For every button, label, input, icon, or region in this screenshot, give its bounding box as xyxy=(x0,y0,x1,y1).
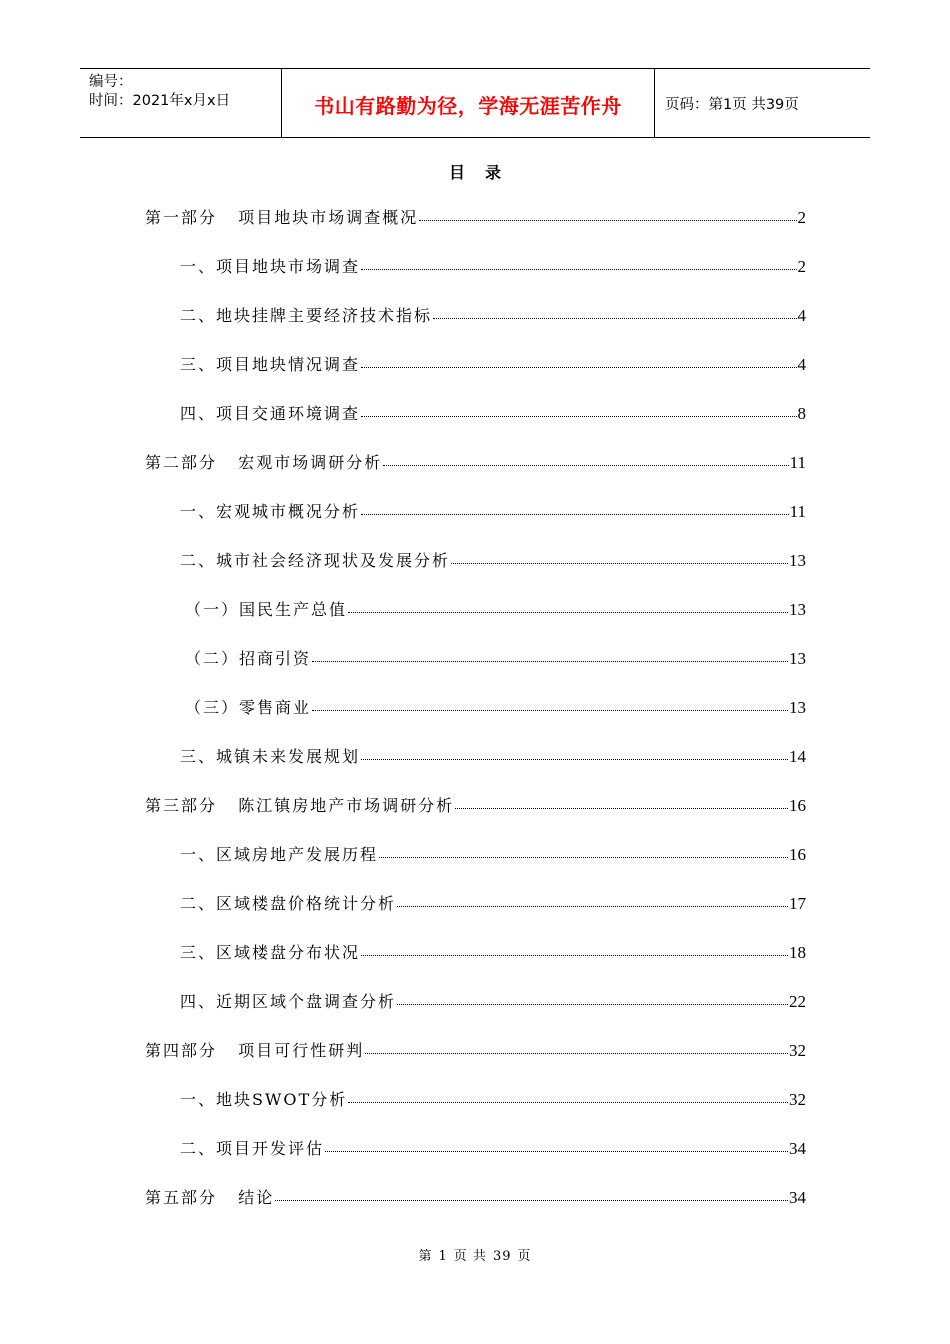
toc-dot-leader xyxy=(361,366,796,368)
toc-dot-leader xyxy=(361,268,796,270)
toc-entry-page: 11 xyxy=(789,502,806,521)
toc-entry-page: 13 xyxy=(789,551,806,570)
toc-entry-page: 13 xyxy=(789,698,806,717)
header-motto: 书山有路勤为径，学海无涯苦作舟 xyxy=(314,94,622,118)
toc-title: 目录 xyxy=(448,163,521,182)
toc-entry-label: 二、项目开发评估 xyxy=(180,1139,325,1158)
toc-entry-page: 16 xyxy=(789,845,806,864)
document-time-label: 时间：2021年x月x日 xyxy=(89,93,231,109)
toc-entry[interactable] xyxy=(145,1185,806,1234)
toc-entry[interactable] xyxy=(145,842,806,891)
footer-current-page: 1 xyxy=(438,1249,448,1264)
toc-entry[interactable] xyxy=(145,744,806,793)
header-meta xyxy=(80,69,282,137)
page-footer xyxy=(0,1245,950,1264)
toc-entry[interactable] xyxy=(145,303,806,352)
footer-total-pages: 39 xyxy=(492,1249,512,1264)
toc-dot-leader xyxy=(397,905,788,907)
toc-dot-leader xyxy=(397,1003,788,1005)
toc-dot-leader xyxy=(433,317,796,319)
toc-entry[interactable] xyxy=(145,254,806,303)
toc-entry-label: （三）零售商业 xyxy=(185,698,312,717)
toc-entry-label: 第一部分 项目地块市场调查概况 xyxy=(145,208,419,227)
toc-entry-label: 三、城镇未来发展规划 xyxy=(180,747,361,766)
toc-dot-leader xyxy=(451,562,788,564)
toc-entry-page: 13 xyxy=(789,600,806,619)
toc-entry-label: 一、宏观城市概况分析 xyxy=(180,502,361,521)
toc-entry[interactable] xyxy=(145,1087,806,1136)
toc-entry-label: 四、项目交通环境调查 xyxy=(180,404,361,423)
toc-entry-page: 4 xyxy=(797,355,806,374)
toc-entry-label: 三、项目地块情况调查 xyxy=(180,355,361,374)
toc-dot-leader xyxy=(361,954,788,956)
toc-dot-leader xyxy=(312,660,788,662)
toc-entry[interactable] xyxy=(145,499,806,548)
toc-entry-page: 14 xyxy=(789,747,806,766)
toc-dot-leader xyxy=(361,758,788,760)
toc-dot-leader xyxy=(419,219,796,221)
toc-entry-page: 34 xyxy=(789,1139,806,1158)
toc-entry[interactable] xyxy=(145,205,806,254)
toc-entry[interactable] xyxy=(145,989,806,1038)
toc-entry-label: （一）国民生产总值 xyxy=(185,600,348,619)
toc-entry-label: 一、地块SWOT分析 xyxy=(180,1090,348,1109)
toc-entry-page: 2 xyxy=(797,208,806,227)
toc-entry[interactable] xyxy=(145,1038,806,1087)
document-number-label: 编号： xyxy=(89,74,133,90)
toc-entry-label: 第四部分 项目可行性研判 xyxy=(145,1041,365,1060)
toc-entry[interactable] xyxy=(145,401,806,450)
toc-entry-page: 17 xyxy=(789,894,806,913)
toc-dot-leader xyxy=(361,513,789,515)
toc-entry-label: 四、近期区域个盘调查分析 xyxy=(180,992,397,1011)
toc-entry[interactable] xyxy=(145,793,806,842)
toc-entry-label: 第三部分 陈江镇房地产市场调研分析 xyxy=(145,796,455,815)
toc-entry-label: （二）招商引资 xyxy=(185,649,312,668)
toc-entry[interactable] xyxy=(145,450,806,499)
toc-dot-leader xyxy=(379,856,788,858)
toc-entry-page: 4 xyxy=(797,306,806,325)
toc-dot-leader xyxy=(365,1052,788,1054)
toc-dot-leader xyxy=(325,1150,788,1152)
footer-suffix: 页 xyxy=(517,1249,532,1264)
toc-entry[interactable] xyxy=(145,891,806,940)
toc-entry-label: 二、城市社会经济现状及发展分析 xyxy=(180,551,451,570)
toc-entry-page: 34 xyxy=(789,1188,806,1207)
header-motto-cell xyxy=(282,69,655,137)
toc-entry-page: 32 xyxy=(789,1041,806,1060)
toc-entry[interactable] xyxy=(145,1136,806,1185)
toc-entry-label: 第五部分 结论 xyxy=(145,1188,275,1207)
footer-middle: 页 共 xyxy=(453,1249,487,1264)
toc-dot-leader xyxy=(348,1101,788,1103)
toc-entry[interactable] xyxy=(145,352,806,401)
toc-entry-label: 一、区域房地产发展历程 xyxy=(180,845,379,864)
table-of-contents xyxy=(145,205,806,1234)
toc-entry[interactable] xyxy=(145,695,806,744)
toc-entry-label: 第二部分 宏观市场调研分析 xyxy=(145,453,383,472)
toc-dot-leader xyxy=(383,464,788,466)
toc-entry-page: 11 xyxy=(789,453,806,472)
toc-entry-page: 18 xyxy=(789,943,806,962)
toc-entry-page: 8 xyxy=(797,404,806,423)
toc-entry-label: 三、区域楼盘分布状况 xyxy=(180,943,361,962)
header-page-info: 页码：第1页 共39页 xyxy=(665,97,799,113)
toc-entry-page: 13 xyxy=(789,649,806,668)
toc-dot-leader xyxy=(361,415,796,417)
toc-entry[interactable] xyxy=(145,940,806,989)
toc-dot-leader xyxy=(312,709,788,711)
toc-entry-page: 22 xyxy=(789,992,806,1011)
toc-entry[interactable] xyxy=(145,597,806,646)
toc-entry-page: 16 xyxy=(789,796,806,815)
toc-entry-label: 二、区域楼盘价格统计分析 xyxy=(180,894,397,913)
page-header xyxy=(80,68,870,138)
toc-entry[interactable] xyxy=(145,646,806,695)
toc-dot-leader xyxy=(275,1199,788,1201)
toc-entry-label: 二、地块挂牌主要经济技术指标 xyxy=(180,306,433,325)
toc-entry-page: 32 xyxy=(789,1090,806,1109)
toc-dot-leader xyxy=(348,611,788,613)
toc-dot-leader xyxy=(455,807,788,809)
toc-entry-page: 2 xyxy=(797,257,806,276)
toc-entry[interactable] xyxy=(145,548,806,597)
toc-entry-label: 一、项目地块市场调查 xyxy=(180,257,361,276)
footer-prefix: 第 xyxy=(418,1249,433,1264)
